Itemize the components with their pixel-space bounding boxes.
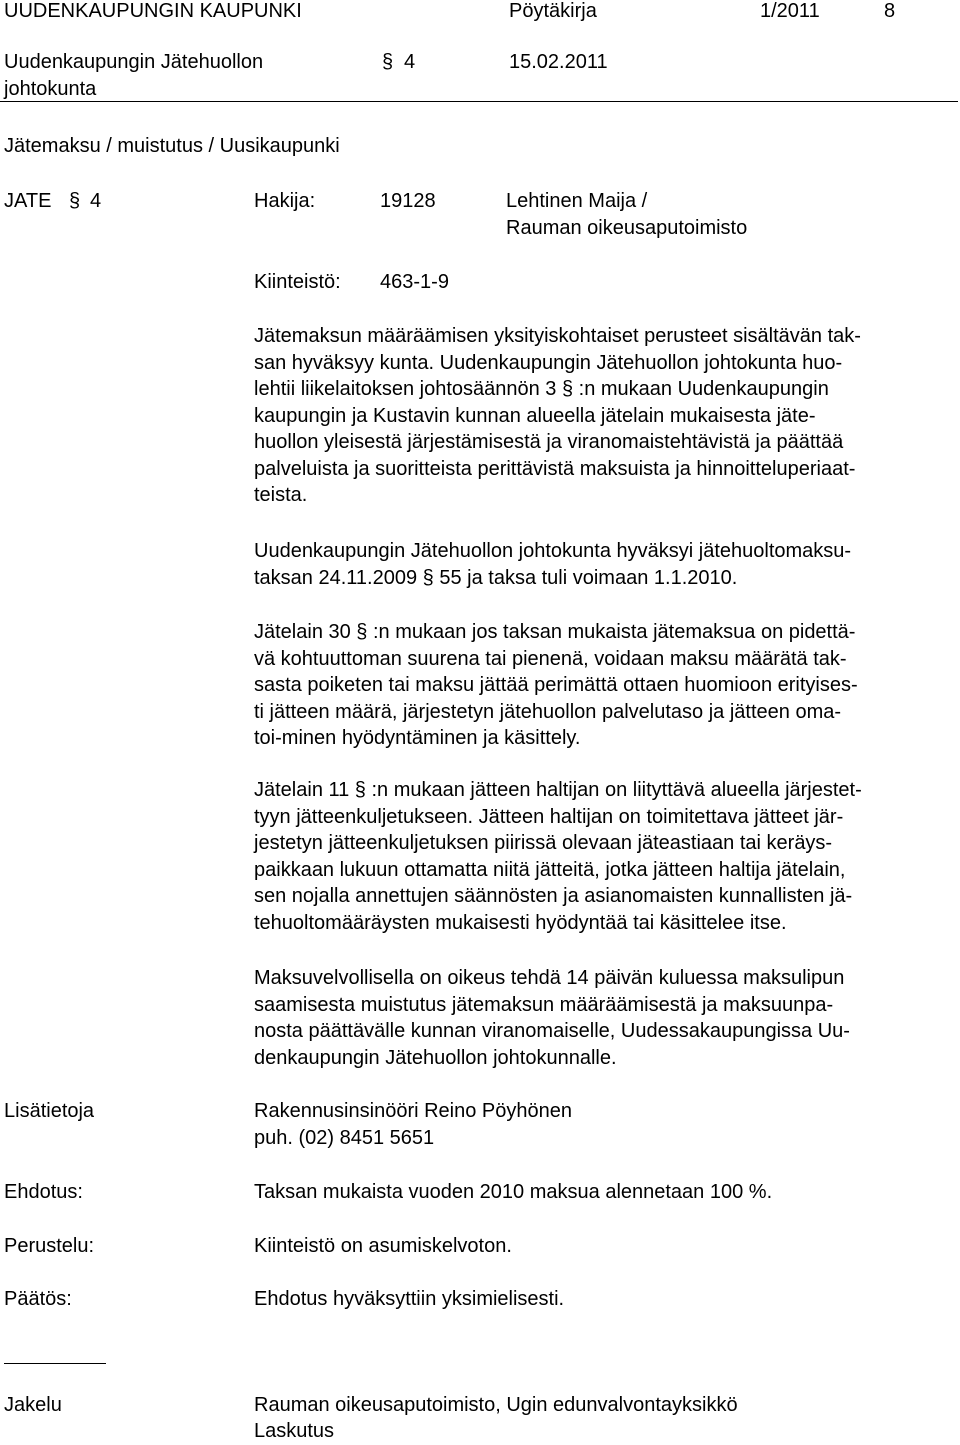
paragraph-line: saamisesta muistutus jätemaksun määräämisestä ja maksuunpa- — [254, 993, 834, 1016]
case-section-sign: § — [69, 190, 81, 212]
paragraph-line: toi-minen hyödyntäminen ja käsittely. — [254, 727, 581, 749]
paragraph-waste-act-30 — [254, 619, 954, 752]
paragraph-line: Maksuvelvollisella on oikeus tehdä 14 päivän kuluessa maksulipun — [254, 967, 845, 989]
document-number: 1/2011 — [760, 0, 820, 22]
paragraph-line: san hyväksyy kunta. Uudenkaupungin Jätehuollon johtokunta huo- — [254, 351, 843, 374]
contact-name: Rakennusinsinööri Reino Pöyhönen — [254, 1100, 572, 1122]
paragraph-line: lehtii liikelaitoksen johtosäännön 3 § :n mukaan Uudenkaupungin — [254, 378, 829, 400]
paragraph-line: Jätemaksun määräämisen yksityiskohtaiset perusteet sisältävän tak- — [254, 325, 861, 347]
paragraph-line: vä kohtuuttoman suurena tai pienenä, voidaan maksu määrätä tak- — [254, 647, 847, 670]
paragraph-line: Jätelain 11 § :n mukaan jätteen haltijan on liityttävä alueella järjestet- — [254, 779, 862, 801]
page-number: 8 — [884, 0, 896, 22]
paragraph-line: denkaupungin Jätehuollon johtokunnalle. — [254, 1046, 617, 1069]
decision-text: Ehdotus hyväksyttiin yksimielisesti. — [254, 1288, 565, 1310]
distribution-recipients: Rauman oikeusaputoimisto, Ugin edunvalvontayksikkö — [254, 1394, 738, 1416]
agenda-title: Jätemaksu / muistutus / Uusikaupunki — [4, 135, 340, 157]
contact-phone: puh. (02) 8451 5651 — [254, 1127, 435, 1149]
paragraph-line: sasta poiketen tai maksu jättää perimättä ottaen huomioon erityises- — [254, 674, 858, 696]
paragraph-line: ti jätteen määrä, järjestetyn jätehuollon palvelutaso ja jätteen oma- — [254, 700, 842, 723]
paragraph-line: Uudenkaupungin Jätehuollon johtokunta hyväksyi jätehuoltomaksu- — [254, 540, 852, 562]
header-divider — [0, 101, 958, 102]
document-type: Pöytäkirja — [509, 0, 597, 22]
paragraph-tariff-basis — [254, 323, 954, 509]
distribution-divider — [4, 1363, 106, 1364]
paragraph-appeal-right — [254, 965, 954, 1071]
section-sign: § — [382, 51, 394, 73]
property-label: Kiinteistö: — [254, 271, 341, 293]
applicant-name: Lehtinen Maija / — [506, 190, 648, 212]
paragraph-line: tehuoltomääräysten mukaisesti hyödyntää tai käsittelee itse. — [254, 911, 787, 934]
case-section-number: 4 — [90, 190, 102, 212]
paragraph-tariff-approval — [254, 538, 954, 591]
paragraph-line: nosta päättävälle kunnan viranomaiselle, Uudessakaupungissa Uu- — [254, 1020, 850, 1042]
paragraph-line: tyyn jätteenkuljetukseen. Jätteen haltijan on toimitettava jätteet jär- — [254, 805, 844, 828]
grounds-label: Perustelu: — [4, 1235, 95, 1257]
applicant-label: Hakija: — [254, 190, 316, 212]
decision-label: Päätös: — [4, 1288, 72, 1310]
section-number: 4 — [404, 51, 416, 73]
committee-name-line2: johtokunta — [4, 78, 97, 100]
paragraph-line: taksan 24.11.2009 § 55 ja taksa tuli voimaan 1.1.2010. — [254, 566, 738, 589]
proposal-label: Ehdotus: — [4, 1181, 83, 1203]
applicant-id: 19128 — [380, 190, 436, 212]
case-code: JATE — [4, 190, 52, 212]
committee-name-line1: Uudenkaupungin Jätehuollon — [4, 51, 264, 73]
paragraph-line: palveluista ja suoritteista perittävistä maksuista ja hinnoitteluperiaat- — [254, 457, 856, 480]
meeting-date: 15.02.2011 — [509, 51, 608, 73]
paragraph-waste-act-11 — [254, 777, 954, 936]
paragraph-line: huollon yleisestä järjestämisestä ja viranomaistehtävistä ja päättää — [254, 431, 844, 453]
paragraph-line: sen nojalla annettujen säännösten ja asianomaisten kunnallisten jä- — [254, 885, 853, 907]
paragraph-line: jestetyn jätteenkuljetuksen piirissä olevaan jäteastiaan tai keräys- — [254, 832, 833, 854]
proposal-text: Taksan mukaista vuoden 2010 maksua alennetaan 100 %. — [254, 1181, 773, 1203]
paragraph-line: paikkaan lukuun ottamatta niitä jätteitä, jotka jätteen haltija jätelain, — [254, 858, 846, 881]
property-id: 463-1-9 — [380, 271, 449, 293]
paragraph-line: teista. — [254, 484, 308, 506]
distribution-label: Jakelu — [4, 1394, 62, 1416]
grounds-text: Kiinteistö on asumiskelvoton. — [254, 1235, 512, 1257]
distribution-billing: Laskutus — [254, 1420, 335, 1442]
info-label: Lisätietoja — [4, 1100, 95, 1122]
organization-name: UUDENKAUPUNGIN KAUPUNKI — [4, 0, 302, 22]
paragraph-line: Jätelain 30 § :n mukaan jos taksan mukaista jätemaksua on pidettä- — [254, 621, 856, 643]
applicant-representative: Rauman oikeusaputoimisto — [506, 217, 748, 239]
paragraph-line: kaupungin ja Kustavin kunnan alueella jätelain mukaisesta jäte- — [254, 404, 816, 427]
